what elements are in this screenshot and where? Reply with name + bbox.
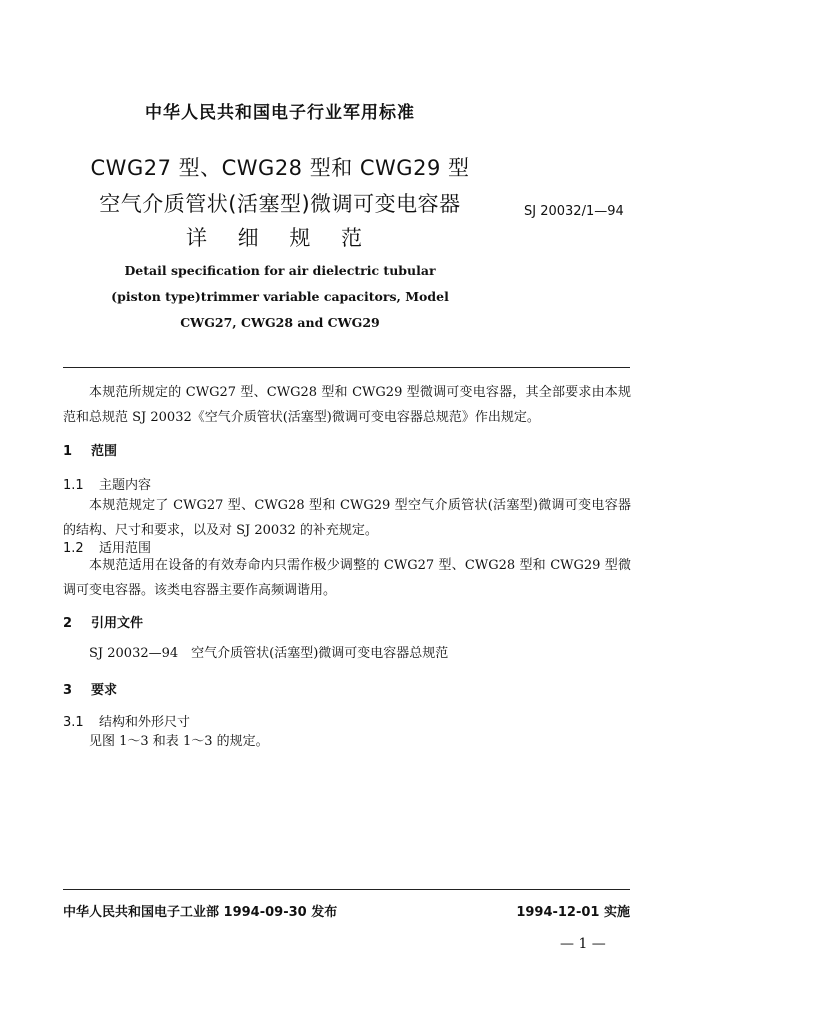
section-number: 3 [63,683,73,698]
section-number: 3.1 [63,715,84,730]
section-1-1-text: 本规范规定了 CWG27 型、CWG28 型和 CWG29 型空气介质管状(活塞型)微调可变电容器的结构、尺寸和要求，以及对 SJ 20032 的补充规定。 [63,498,631,538]
standard-type: 中华人民共和国电子行业军用标准 [145,103,415,123]
section-1-1-heading [63,474,151,493]
title-line-1: CWG27 型、CWG28 型和 CWG29 型 [90,156,470,180]
english-title-line-1: Detail specification for air dielectric tubular [124,263,436,278]
issue-date: 中华人民共和国电子工业部 1994-09-30 发布 [63,905,338,920]
section-title: 要求 [91,683,118,698]
intro-paragraph: 本规范所规定的 CWG27 型、CWG28 型和 CWG29 型微调可变电容器，其全部要求由本规范和总规范 SJ 20032《空气介质管状(活塞型)微调可变电容器总规范》作出规定。 [63,385,631,425]
footer-rule [63,889,630,890]
section-3-heading [63,679,117,698]
effective-date: 1994-12-01 实施 [516,905,630,920]
english-title-line-2: (piston type)trimmer variable capacitors, Model [111,289,449,304]
section-title: 结构和外形尺寸 [99,715,191,730]
section-2-text: SJ 20032—94 空气介质管状(活塞型)微调可变电容器总规范 [89,646,449,661]
section-1-2-text: 本规范适用在设备的有效寿命内只需作极少调整的 CWG27 型、CWG28 型和 CWG29 型微调可变电容器。该类电容器主要作高频调谐用。 [63,558,631,598]
english-title-line-3: CWG27, CWG28 and CWG29 [180,315,380,330]
section-title: 范围 [91,444,118,459]
section-2-heading [63,612,143,631]
section-title: 引用文件 [91,616,144,631]
section-number: 1.2 [63,541,84,556]
section-number: 1.1 [63,478,84,493]
header-rule [63,367,630,368]
section-number: 1 [63,444,73,459]
section-3-1-text: 见图 1～3 和表 1～3 的规定。 [89,734,269,749]
section-number: 2 [63,616,73,631]
title-line-3: 详 细 规 范 [185,226,375,250]
section-3-1-heading [63,711,190,730]
section-1-heading [63,440,117,459]
title-line-2: 空气介质管状(活塞型)微调可变电容器 [99,192,461,216]
standard-code: SJ 20032/1—94 [524,204,624,219]
section-title: 主题内容 [99,478,152,493]
section-title: 适用范围 [99,541,152,556]
page-number: — 1 — [560,936,606,952]
